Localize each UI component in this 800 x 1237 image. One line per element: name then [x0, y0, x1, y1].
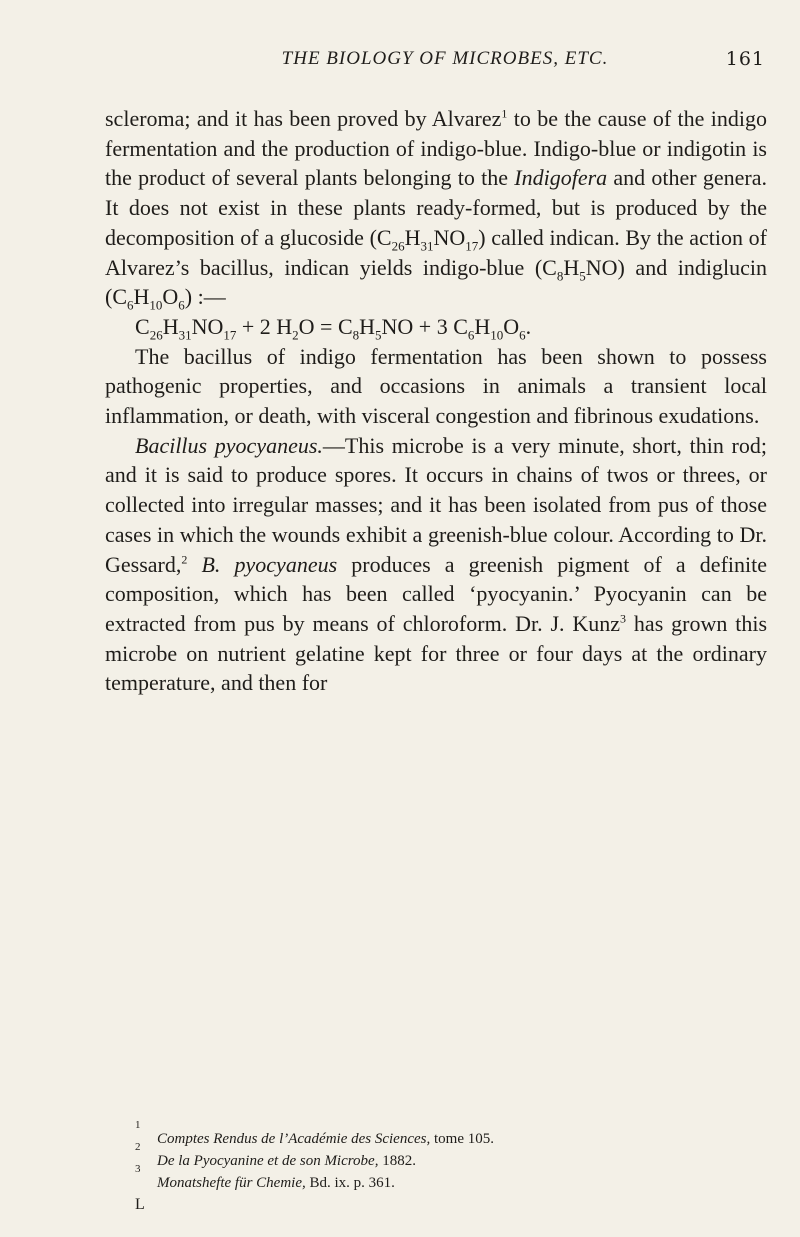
body-text — [105, 104, 767, 698]
paragraph-pyocyaneus: Bacillus pyocyaneus.—This microbe is a very minute, short, thin rod; and it is said to produce spores. It occurs in chains of twos or threes, or collected into irregular masses; and it has been isolated from pus of those cases in which the wounds exhibit a greenish-blue colour. According to Dr. Gessard,$^2$ B. pyocyaneus produces a greenish pigment of a definite composition, which has been called ‘pyocyanin.’ Pyocyanin can be extracted from pus by means of chloroform. Dr. J. Kunz$^3$ has grown this microbe on nutrient gelatine kept for three or four days at the ordinary temperature, and then for — [105, 432, 768, 696]
paragraph-pathogenic: The bacillus of indigo fermentation has been shown to possess pathogenic properties, and occasions in animals a transient local inflammation, or death, with visceral congestion and fibrinous exudations. — [105, 343, 767, 429]
footnote-1: 1 Comptes Rendus de l’Académie des Sciences, tome 105. — [135, 1119, 494, 1147]
page-header — [105, 42, 765, 74]
species-name: B. pyocyaneus — [201, 551, 338, 577]
chemical-equation: $C_{26}H_{31}NO_{17} + 2$ $H_2O = C_8H_5NO + 3$ $C_6H_{10}O_6$. — [135, 313, 532, 343]
running-title: THE BIOLOGY OF MICROBES, ETC. — [281, 48, 609, 69]
footnote-3: 3 Monatshefte für Chemie, Bd. ix. p. 361. — [135, 1163, 395, 1191]
page-number: 161 — [725, 48, 765, 70]
footnote-2: 2 De la Pyocyanine et de son Microbe, 1882. — [135, 1141, 416, 1169]
footnotes — [135, 1119, 755, 1194]
section-lead: Bacillus pyocyaneus. — [135, 432, 323, 458]
footnote-ref-1: 1 — [501, 106, 508, 121]
signature-mark: L — [135, 1196, 145, 1213]
genus-name: Indigofera — [514, 165, 608, 191]
paragraph-indigo: scleroma; and it has been proved by Alvarez$^1$ to be the cause of the indigo fermentation and the production of indigo-blue. Indigo-blue or indigotin is the product of several plants belonging to the Indigofera and other genera. It does not exist in these plants ready-formed, but is produced by the decomposition of a glucoside $(C_{26}H_{31}NO_{17})$ called indican. By the action of Alvarez’s bacillus, indican yields indigo-blue $(C_8H_5NO)$ and indiglucin $(C_6H_{10}O_6)$ :— — [105, 106, 768, 313]
footnote-ref-3: 3 — [620, 611, 627, 626]
footnote-ref-2: 2 — [181, 552, 188, 567]
